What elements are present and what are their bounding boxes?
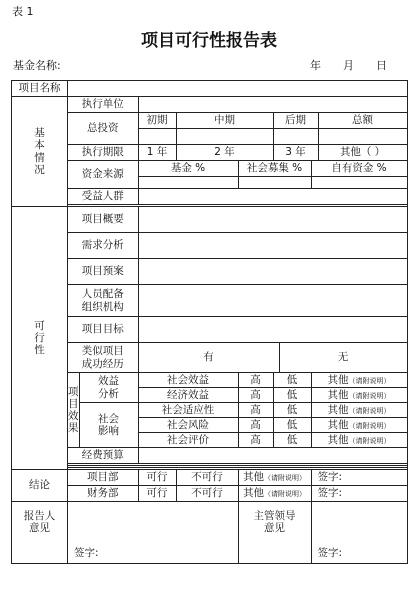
date-line: [310, 60, 387, 71]
goals-label: 项目目标: [68, 317, 139, 343]
other-option[interactable]: 其他（请附说明）: [311, 433, 407, 448]
project-name-label: 项目名称: [12, 81, 68, 97]
similar-projects-label: 类似项目 成功经历: [68, 343, 139, 373]
similar-yes-option[interactable]: 有: [138, 343, 279, 373]
infeasible-option[interactable]: 不可行: [176, 470, 238, 486]
other-option[interactable]: 其他（请附说明）: [311, 403, 407, 418]
needs-field[interactable]: [138, 233, 407, 259]
invest-col-initial: 初期: [138, 113, 176, 129]
signature-field[interactable]: 签字:: [311, 470, 407, 486]
high-option[interactable]: 高: [238, 433, 273, 448]
source-fund[interactable]: 基金 %: [138, 161, 238, 177]
cost-budget-field[interactable]: [138, 448, 407, 464]
low-option[interactable]: 低: [273, 388, 311, 403]
invest-col-middle: 中期: [176, 113, 273, 129]
benefit-analysis-label: 效益 分析: [79, 373, 138, 403]
budget-plan-field[interactable]: [138, 259, 407, 285]
effect-row-social-risk: 社会风险: [138, 418, 238, 433]
source-social-field[interactable]: [238, 177, 311, 189]
goals-field[interactable]: [138, 317, 407, 343]
leader-opinion-label: 主管领导 意见: [238, 502, 311, 564]
beneficiaries-field[interactable]: [138, 189, 407, 205]
basic-section-label: 基 本 情 况: [12, 97, 68, 207]
invest-total-field[interactable]: [318, 129, 407, 145]
source-own-field[interactable]: [311, 177, 407, 189]
reporter-opinion-label: 报告人 意见: [12, 502, 68, 564]
effect-label: 项 目 效 果: [68, 373, 80, 448]
overview-label: 项目概要: [68, 207, 139, 233]
feasibility-form-table: [11, 80, 408, 564]
other-option[interactable]: 其他（请附说明）: [238, 470, 311, 486]
exec-unit-label: 执行单位: [68, 97, 139, 113]
page-title: 项目可行性报告表: [141, 31, 277, 51]
high-option[interactable]: 高: [238, 388, 273, 403]
budget-plan-label: 项目预案: [68, 259, 139, 285]
high-option[interactable]: 高: [238, 418, 273, 433]
conclusion-row-project-dept: 项目部: [68, 470, 139, 486]
fund-source-label: 资金来源: [68, 161, 139, 189]
effect-row-social-adaptability: 社会适应性: [138, 403, 238, 418]
period-1-year[interactable]: 1 年: [138, 145, 176, 161]
invest-middle-field[interactable]: [176, 129, 273, 145]
similar-no-option[interactable]: 无: [279, 343, 407, 373]
feasibility-section-label: 可 行 性: [12, 207, 68, 470]
social-impact-label: 社会 影响: [79, 403, 138, 448]
feasible-option[interactable]: 可行: [138, 486, 176, 502]
leader-signature-field[interactable]: 签字:: [311, 502, 407, 564]
reporter-signature-field[interactable]: 签字:: [68, 502, 239, 564]
invest-initial-field[interactable]: [138, 129, 176, 145]
conclusion-row-finance-dept: 财务部: [68, 486, 139, 502]
invest-col-total: 总额: [318, 113, 407, 129]
fund-name-label: 基金名称:: [13, 59, 61, 72]
staffing-label: 人员配备 组织机构: [68, 285, 139, 317]
signature-field[interactable]: 签字:: [311, 486, 407, 502]
high-option[interactable]: 高: [238, 373, 273, 388]
year-label: 年: [310, 59, 321, 72]
low-option[interactable]: 低: [273, 373, 311, 388]
other-option[interactable]: 其他（请附说明）: [311, 373, 407, 388]
low-option[interactable]: 低: [273, 418, 311, 433]
period-3-year[interactable]: 3 年: [273, 145, 318, 161]
invest-col-late: 后期: [273, 113, 318, 129]
staffing-field[interactable]: [138, 285, 407, 317]
effect-row-social-evaluation: 社会评价: [138, 433, 238, 448]
infeasible-option[interactable]: 不可行: [176, 486, 238, 502]
high-option[interactable]: 高: [238, 403, 273, 418]
source-fund-field[interactable]: [138, 177, 238, 189]
overview-field[interactable]: [138, 207, 407, 233]
effect-row-economic-benefit: 经济效益: [138, 388, 238, 403]
exec-period-label: 执行期限: [68, 145, 139, 161]
period-2-year[interactable]: 2 年: [176, 145, 273, 161]
needs-label: 需求分析: [68, 233, 139, 259]
day-label: 日: [376, 59, 387, 72]
effect-row-social-benefit: 社会效益: [138, 373, 238, 388]
month-label: 月: [343, 59, 354, 72]
low-option[interactable]: 低: [273, 433, 311, 448]
total-invest-label: 总投资: [68, 113, 139, 145]
feasible-option[interactable]: 可行: [138, 470, 176, 486]
period-other[interactable]: 其他（ ）: [318, 145, 407, 161]
project-name-field[interactable]: [68, 81, 408, 97]
conclusion-label: 结论: [12, 470, 68, 502]
cost-budget-label: 经费预算: [68, 448, 139, 464]
source-own[interactable]: 自有资金 %: [311, 161, 407, 177]
beneficiaries-label: 受益人群: [68, 189, 139, 205]
other-option[interactable]: 其他（请附说明）: [238, 486, 311, 502]
exec-unit-field[interactable]: [138, 97, 407, 113]
invest-late-field[interactable]: [273, 129, 318, 145]
other-option[interactable]: 其他（请附说明）: [311, 418, 407, 433]
low-option[interactable]: 低: [273, 403, 311, 418]
source-social[interactable]: 社会募集 %: [238, 161, 311, 177]
other-option[interactable]: 其他（请附说明）: [311, 388, 407, 403]
table-number: 表 1: [12, 5, 34, 18]
